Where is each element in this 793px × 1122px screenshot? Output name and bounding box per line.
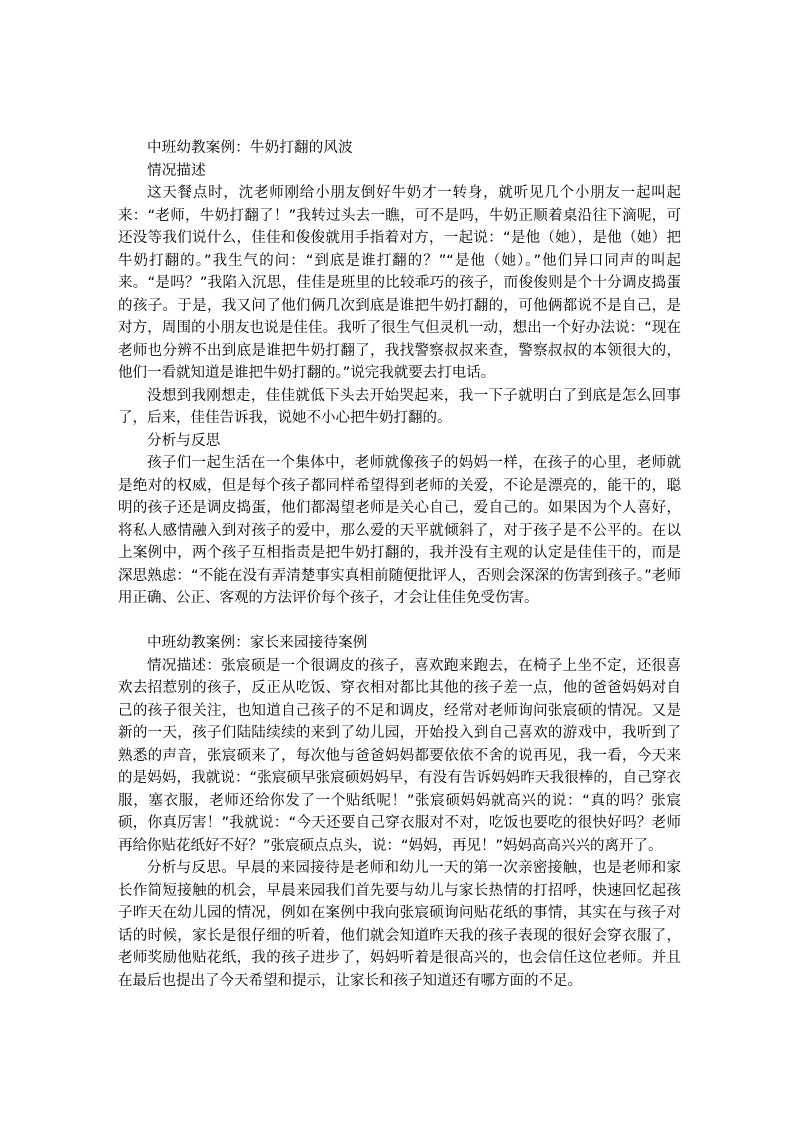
case2-situation-paragraph: 情况描述：张宸硕是一个很调皮的孩子，喜欢跑来跑去，在椅子上坐不定，还很喜欢去招惹别的孩子，反正从吃饭、穿衣相对都比其他的孩子差一点，他的爸爸妈妈对自己的孩子很关注，也知道自己孩子的不足和调皮，经常对老师询问张宸硕的情况。又是新的一天，孩子们陆陆续续的来到了幼儿园，开始投入到自己喜欢的游戏中，我听到了熟悉的声音，张宸硕来了，每次他与爸爸妈妈都要依依不舍的说再见，我一看，今天来的是妈妈，我就说：“张宸硕早张宸硕妈妈早，有没有告诉妈妈昨天我很棒的，自己穿衣服，塞衣服，老师还给你发了一个贴纸呢！”张宸硕妈妈就高兴的说：“真的吗？张宸硕，你真厉害！”我就说：“今天还要自己穿衣服对不对，吃饭也要吃的很快好吗？老师再给你贴花纸好不好？”张宸硕点点头，说：“妈妈，再见！”妈妈高高兴兴的离开了。 [118,657,681,854]
case1-situation-heading: 情况描述 [147,162,206,179]
section-spacer [118,610,681,633]
case1-situation-paragraph-2: 没想到我刚想走，佳佳就低下头去开始哭起来，我一下子就明白了到底是怎么回事了，后来，佳佳告诉我，说她不小心把牛奶打翻的。 [118,387,681,426]
case1-analysis-heading: 分析与反思 [147,432,221,449]
document-body [118,137,681,992]
case1-title: 中班幼教案例：牛奶打翻的风波 [147,140,353,156]
case1-situation-paragraph-1: 这天餐点时，沈老师刚给小朋友倒好牛奶才一转身，就听见几个小朋友一起叫起来：“老师，牛奶打翻了！”我转过头去一瞧，可不是吗，牛奶正顺着桌沿往下滴呢，可还没等我们说什么，佳佳和俊俊就用手指着对方，一起说：“是他（她），是他（她）把牛奶打翻的。”我生气的问：“到底是谁打翻的？”“是他（她）。”他们异口同声的叫起来。“是吗？”我陷入沉思，佳佳是班里的比较乖巧的孩子，而俊俊则是个十分调皮捣蛋的孩子。于是，我又问了他们俩几次到底是谁把牛奶打翻的，可他俩都说不是自己，是对方，周围的小朋友也说是佳佳。我听了很生气但灵机一动，想出一个好办法说：“现在老师也分辨不出到底是谁把牛奶打翻了，我找警察叔叔来查，警察叔叔的本领很大的，他们一看就知道是谁把牛奶打翻的。”说完我就要去打电话。 [118,185,681,381]
case1-analysis-paragraph: 孩子们一起生活在一个集体中，老师就像孩子的妈妈一样，在孩子的心里，老师就是绝对的权威，但是每个孩子都同样希望得到老师的关爱，不论是漂亮的，能干的，聪明的孩子还是调皮捣蛋，他们都渴望老师是关心自己，爱自己的。如果因为个人喜好，将私人感情融入到对孩子的爱中，那么爱的天平就倾斜了，对于孩子是不公平的。在以上案例中，两个孩子互相指责是把牛奶打翻的，我并没有主观的认定是佳佳干的，而是深思熟虑：“不能在没有弄清楚事实真相前随便批评人，否则会深深的伤害到孩子。”老师用正确、公正、客观的方法评价每个孩子，才会让佳佳免受伤害。 [118,455,681,606]
case2-analysis-paragraph: 分析与反思。早晨的来园接待是老师和幼儿一天的第一次亲密接触，也是老师和家长作简短接触的机会，早晨来园我们首先要与幼儿与家长热情的打招呼，快速回忆起孩子昨天在幼儿园的情况，例如在案例中我向张宸硕询问贴花纸的事情，其实在与孩子对话的时候，家长是很仔细的听着，他们就会知道昨天我的孩子表现的很好会穿衣服了，老师奖励他贴花纸，我的孩子进步了，妈妈听着是很高兴的，也会信任这位老师。并且在最后也提出了今天希望和提示，让家长和孩子知道还有哪方面的不足。 [118,860,681,989]
case2-title: 中班幼教案例：家长来园接待案例 [147,635,368,651]
